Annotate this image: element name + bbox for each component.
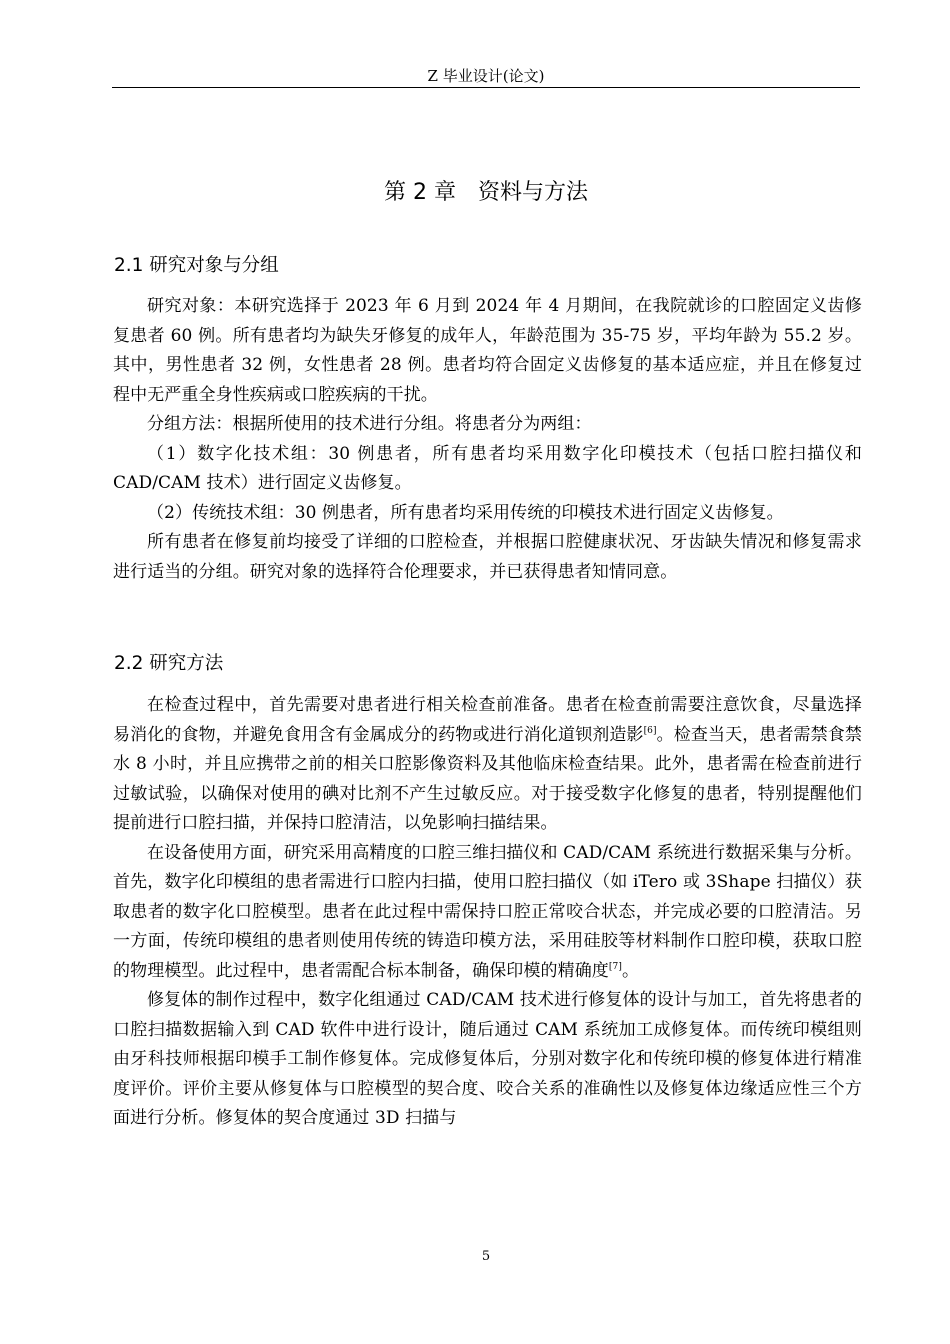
citation-ref-6: [6]	[643, 725, 657, 736]
paragraph-text: 。	[621, 960, 640, 981]
header-divider	[112, 87, 860, 88]
paragraph-pre-exam-preparation	[113, 691, 862, 839]
chapter-title: 第 2 章 资料与方法	[384, 180, 588, 205]
paragraph-ethics: 所有患者在修复前均接受了详细的口腔检查，并根据口腔健康状况、牙齿缺失情况和修复需求进行适当的分组。研究对象的选择符合伦理要求，并已获得患者知情同意。	[113, 532, 862, 582]
section-heading-2-1: 2.1 研究对象与分组	[114, 255, 279, 276]
paragraph-text: 在设备使用方面，研究采用高精度的口腔三维扫描仪和 CAD/CAM 系统进行数据采集与分析。首先，数字化印模组的患者需进行口腔内扫描，使用口腔扫描仪（如 iTero 或 3Shape 扫描仪）获取患者的数字化口腔模型。患者在此过程中需保持口腔正常咬合状态，并完成必要的口腔清洁。另一方面，传统印模组的患者则使用传统的铸造印模方法，采用硅胶等材料制作口腔印模，获取口腔的物理模型。此过程中，患者需配合标本制备，确保印模的精确度	[113, 842, 862, 981]
paragraph-grouping-method: 分组方法：根据所使用的技术进行分组。将患者分为两组：	[147, 414, 592, 434]
paragraph-equipment-use	[113, 839, 862, 987]
section-2-1-body	[113, 292, 862, 587]
paragraph-traditional-group: （2）传统技术组：30 例患者，所有患者均采用传统的印模技术进行固定义齿修复。	[147, 502, 784, 523]
running-header: Z 毕业设计(论文)	[427, 67, 545, 85]
citation-ref-7: [7]	[608, 961, 622, 972]
page-number: 5	[481, 1249, 491, 1264]
section-heading-2-2: 2.2 研究方法	[114, 653, 224, 674]
section-2-2-body	[113, 691, 862, 1134]
paragraph-research-subjects: 研究对象：本研究选择于 2023 年 6 月到 2024 年 4 月期间，在我院就诊的口腔固定义齿修复患者 60 例。所有患者均为缺失牙修复的成年人，年龄范围为 35-75 岁，平均年龄为 55.2 岁。其中，男性患者 32 例，女性患者 28 例。患者均符合固定义齿修复的基本适应症，并且在修复过程中无严重全身性疾病或口腔疾病的干扰。	[113, 296, 862, 405]
paragraph-restoration-fabrication: 修复体的制作过程中，数字化组通过 CAD/CAM 技术进行修复体的设计与加工，首先将患者的口腔扫描数据输入到 CAD 软件中进行设计，随后通过 CAM 系统加工成修复体。而传统印模组则由牙科技师根据印模手工制作修复体。完成修复体后，分别对数字化和传统印模的修复体进行精准度评价。评价主要从修复体与口腔模型的契合度、咬合关系的准确性以及修复体边缘适应性三个方面进行分析。修复体的契合度通过 3D 扫描与	[113, 990, 862, 1128]
paragraph-digital-group: （1）数字化技术组：30 例患者，所有患者均采用数字化印模技术（包括口腔扫描仪和 CAD/CAM 技术）进行固定义齿修复。	[113, 443, 862, 493]
paragraph-text: 。检查当天，患者需禁食禁水 8 小时，并且应携带之前的相关口腔影像资料及其他临床检查结果。此外，患者需在检查前进行过敏试验，以确保对使用的碘对比剂不产生过敏反应。对于接受数字化修复的患者，特别提醒他们提前进行口腔扫描，并保持口腔清洁，以免影响扫描结果。	[113, 724, 862, 833]
paragraph-text: 在检查过程中，首先需要对患者进行相关检查前准备。患者在检查前需要注意饮食，尽量选择易消化的食物，并避免食用含有金属成分的药物或进行消化道钡剂造影	[113, 695, 862, 745]
